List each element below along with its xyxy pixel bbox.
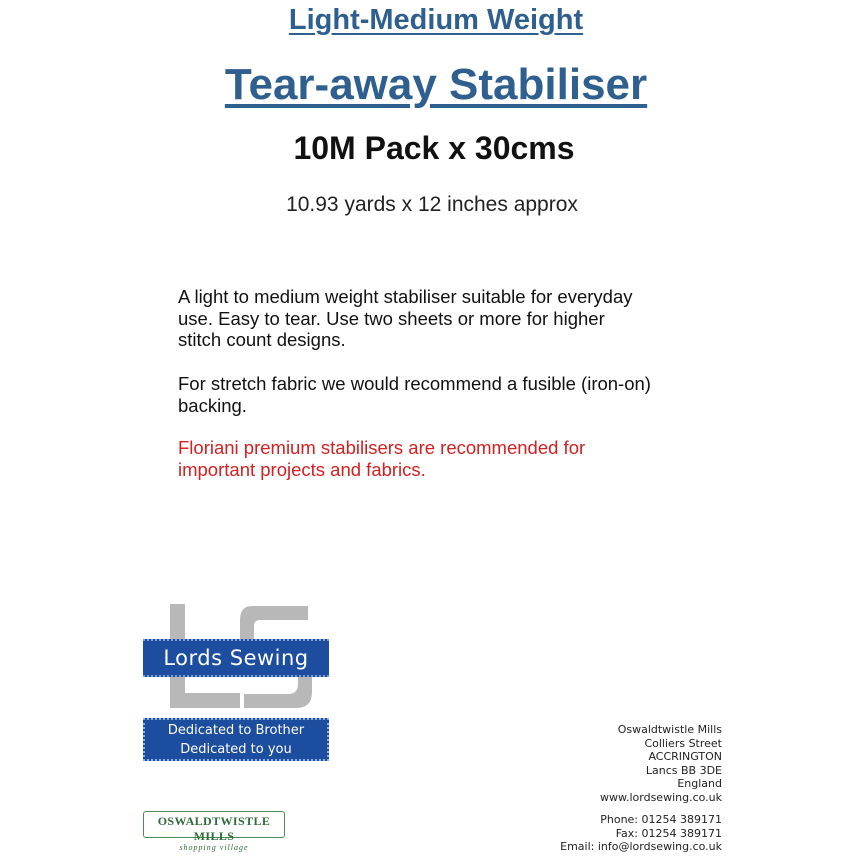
tagline-line-1: Dedicated to Brother	[167, 722, 305, 738]
description-line: A light to medium weight stabiliser suitable for everyday	[178, 286, 633, 307]
oswaldtwistle-mills-logo	[143, 811, 285, 852]
address-line: Oswaldtwistle Mills	[617, 723, 722, 736]
partner-subtitle: shopping village	[179, 843, 249, 852]
description-line: stitch count designs.	[178, 329, 346, 350]
address-line: Colliers Street	[644, 736, 722, 750]
address-line: ACCRINGTON	[648, 750, 722, 763]
tagline-box	[143, 718, 329, 761]
recommendation-paragraph	[178, 437, 698, 480]
tagline-line-2: Dedicated to you	[180, 741, 292, 757]
description-paragraph-1	[178, 286, 698, 351]
phone-number: Phone: 01254 389171	[600, 813, 722, 826]
partner-name: OSWALDTWISTLE MILLS	[157, 814, 271, 843]
description-line: For stretch fabric we would recommend a fusible (iron-on)	[178, 373, 651, 394]
pack-size: 10M Pack x 30cms	[293, 130, 575, 166]
product-title: Tear-away Stabiliser	[224, 60, 648, 109]
address-block	[560, 723, 722, 804]
website-link[interactable]: www.lordsewing.co.uk	[600, 790, 722, 804]
imperial-size: 10.93 yards x 12 inches approx	[286, 193, 578, 216]
contact-block	[540, 813, 722, 854]
email-address[interactable]: Email: info@lordsewing.co.uk	[560, 840, 722, 853]
lords-sewing-name-band: Lords Sewing	[143, 639, 329, 677]
recommendation-line: important projects and fabrics.	[178, 458, 426, 480]
weight-heading: Light-Medium Weight	[288, 4, 584, 36]
address-line: Lancs BB 3DE	[645, 763, 722, 777]
recommendation-line: Floriani premium stabilisers are recommended for	[178, 437, 586, 458]
fax-number: Fax: 01254 389171	[615, 826, 722, 840]
description-paragraph-2	[178, 373, 698, 416]
address-line: England	[677, 777, 722, 790]
description-line: use. Easy to tear. Use two sheets or more for higher	[178, 307, 605, 329]
description-line: backing.	[178, 394, 247, 416]
